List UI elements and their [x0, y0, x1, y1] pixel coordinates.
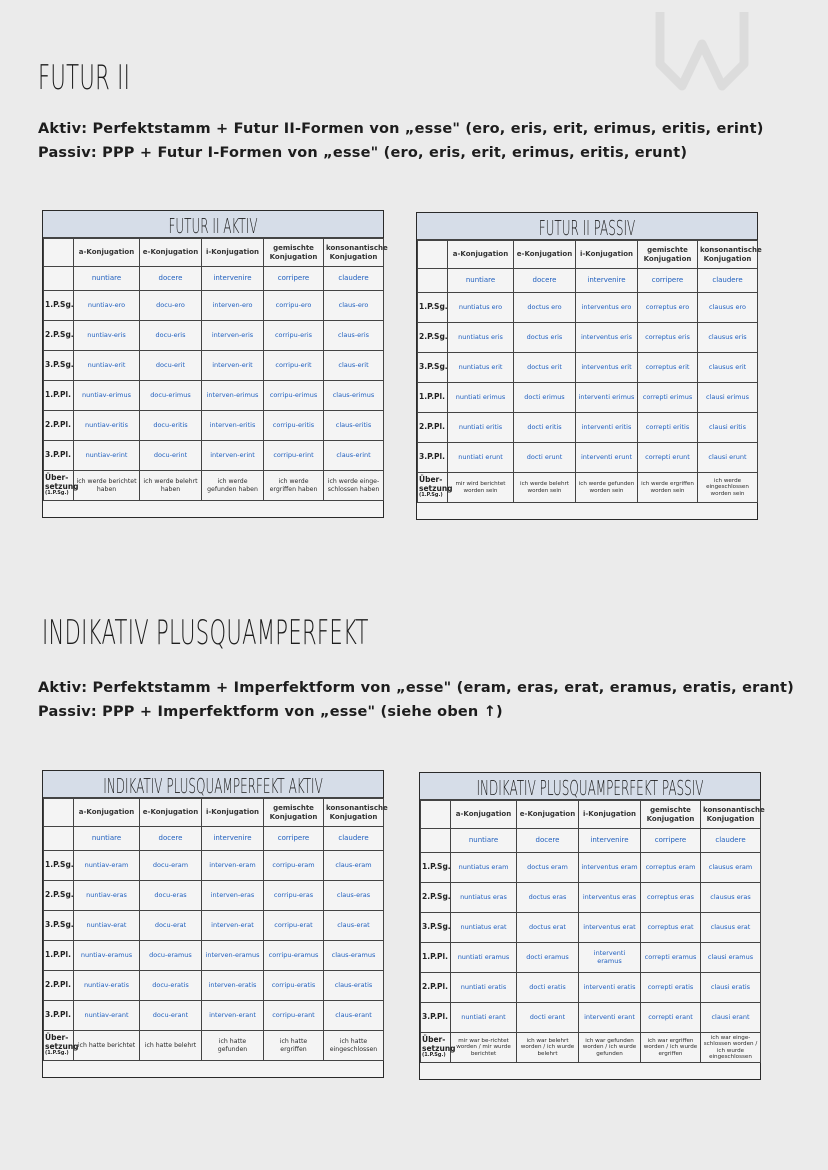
table-row	[421, 943, 761, 973]
column-header: a-Konjugation	[74, 239, 140, 267]
person-label: 1.P.Pl.	[421, 943, 451, 973]
form-cell: docu-erant	[140, 1001, 202, 1031]
header-row	[418, 241, 758, 269]
infinitive-cell: nuntiare	[74, 267, 140, 291]
person-label: 2.P.Sg.	[44, 881, 74, 911]
form-cell: claus-ero	[324, 291, 384, 321]
form-cell: correpti erimus	[638, 383, 698, 413]
person-label: 3.P.Pl.	[418, 443, 448, 473]
form-cell: correpti erunt	[638, 443, 698, 473]
infinitive-cell: corripere	[638, 269, 698, 293]
form-cell: interven-eratis	[202, 971, 264, 1001]
form-cell: claus-eras	[324, 881, 384, 911]
translation-row	[44, 471, 384, 501]
form-cell: claus-erat	[324, 911, 384, 941]
form-cell: interventus erit	[576, 353, 638, 383]
form-cell: interven-eras	[202, 881, 264, 911]
futur-aktiv-rule: Aktiv: Perfektstamm + Futur II-Formen von „esse" (ero, eris, erit, erimus, eritis, erint)	[38, 121, 764, 137]
table-row	[418, 443, 758, 473]
form-cell: docu-eritis	[140, 411, 202, 441]
table-row	[44, 441, 384, 471]
table-row	[421, 883, 761, 913]
person-label: 3.P.Pl.	[44, 1001, 74, 1031]
corner-cell	[418, 269, 448, 293]
table-row	[44, 941, 384, 971]
form-cell: claus-erant	[324, 1001, 384, 1031]
person-label: 3.P.Sg.	[421, 913, 451, 943]
form-cell: nuntiav-eram	[74, 851, 140, 881]
table-row	[421, 1003, 761, 1033]
translation-cell: ich war ergriffen worden / ich wurde ergriffen	[641, 1033, 701, 1063]
header-row	[44, 799, 384, 827]
form-cell: interven-ero	[202, 291, 264, 321]
form-cell: nuntiati erimus	[448, 383, 514, 413]
column-header: gemischte Konjugation	[641, 801, 701, 829]
translation-row	[421, 1033, 761, 1063]
column-header: gemischte Konjugation	[264, 799, 324, 827]
infinitive-cell: corripere	[264, 827, 324, 851]
form-cell: docti erimus	[514, 383, 576, 413]
person-label: 2.P.Pl.	[421, 973, 451, 1003]
infinitive-cell: docere	[140, 827, 202, 851]
table-row	[44, 911, 384, 941]
table-row	[44, 851, 384, 881]
form-cell: docu-erint	[140, 441, 202, 471]
conjugation-table	[420, 800, 765, 1063]
translation-cell: ich war einge-schlossen worden / ich wurde eingeschlossen	[701, 1033, 761, 1063]
table-row	[44, 881, 384, 911]
corner-cell	[44, 239, 74, 267]
translation-cell: ich hatte eingeschlossen	[324, 1031, 384, 1061]
table-row	[44, 411, 384, 441]
form-cell: corripu-eram	[264, 851, 324, 881]
column-header: a-Konjugation	[74, 799, 140, 827]
form-cell: claus-eramus	[324, 941, 384, 971]
form-cell: clausus eris	[698, 323, 758, 353]
translation-cell: ich werde eingeschlossen worden sein	[698, 473, 758, 503]
form-cell: corripu-ero	[264, 291, 324, 321]
person-label: 2.P.Sg.	[421, 883, 451, 913]
form-cell: doctus erat	[517, 913, 579, 943]
form-cell: interven-eritis	[202, 411, 264, 441]
person-label: 1.P.Pl.	[418, 383, 448, 413]
infinitive-cell: nuntiare	[451, 829, 517, 853]
form-cell: interventi eratis	[579, 973, 641, 1003]
translation-cell: ich war belehrt worden / ich wurde belehrt	[517, 1033, 579, 1063]
person-label: 1.P.Pl.	[44, 381, 74, 411]
form-cell: correptus eris	[638, 323, 698, 353]
form-cell: corripu-erat	[264, 911, 324, 941]
form-cell: claus-eritis	[324, 411, 384, 441]
form-cell: nuntiav-eramus	[74, 941, 140, 971]
conjugation-table	[417, 240, 762, 503]
form-cell: interven-eramus	[202, 941, 264, 971]
person-label: 3.P.Pl.	[44, 441, 74, 471]
table-row	[418, 413, 758, 443]
translation-cell: ich werde belehrt haben	[140, 471, 202, 501]
column-header: konsonantische Konjugation	[324, 239, 384, 267]
table-title-bar	[43, 211, 383, 238]
form-cell: interven-erit	[202, 351, 264, 381]
infinitive-cell: nuntiare	[448, 269, 514, 293]
form-cell: claus-eratis	[324, 971, 384, 1001]
column-header: konsonantische Konjugation	[698, 241, 758, 269]
translation-cell: ich werde einge-schlossen haben	[324, 471, 384, 501]
infinitive-row	[421, 829, 761, 853]
person-label: 1.P.Sg.	[44, 851, 74, 881]
table-row	[44, 321, 384, 351]
table-row	[44, 291, 384, 321]
column-header: a-Konjugation	[451, 801, 517, 829]
form-cell: docti erunt	[514, 443, 576, 473]
futur-passiv-rule: Passiv: PPP + Futur I-Formen von „esse" (ero, eris, erit, erimus, eritis, erunt)	[38, 145, 688, 161]
translation-label-text: Über-setzung	[422, 1035, 456, 1053]
column-header: e-Konjugation	[514, 241, 576, 269]
form-cell: interven-erat	[202, 911, 264, 941]
infinitive-cell: corripere	[264, 267, 324, 291]
form-cell: interven-erint	[202, 441, 264, 471]
form-cell: nuntiatus erat	[451, 913, 517, 943]
infinitive-cell: docere	[517, 829, 579, 853]
translation-cell: ich werde ergriffen haben	[264, 471, 324, 501]
form-cell: nuntiatus eras	[451, 883, 517, 913]
form-cell: correpti erant	[641, 1003, 701, 1033]
form-cell: nuntiav-erant	[74, 1001, 140, 1031]
table-row	[44, 351, 384, 381]
form-cell: nuntiav-erit	[74, 351, 140, 381]
form-cell: docu-erit	[140, 351, 202, 381]
translation-label	[418, 473, 453, 503]
form-cell: doctus eris	[514, 323, 576, 353]
person-label: 2.P.Pl.	[44, 411, 74, 441]
table-row	[418, 323, 758, 353]
person-label: 3.P.Sg.	[418, 353, 448, 383]
form-cell: corripu-eris	[264, 321, 324, 351]
column-header: a-Konjugation	[448, 241, 514, 269]
person-label: 3.P.Pl.	[421, 1003, 451, 1033]
form-cell: nuntiav-ero	[74, 291, 140, 321]
column-header: konsonantische Konjugation	[701, 801, 761, 829]
translation-row	[418, 473, 758, 503]
translation-cell: ich hatte belehrt	[140, 1031, 202, 1061]
form-cell: nuntiav-erat	[74, 911, 140, 941]
form-cell: nuntiatus eram	[451, 853, 517, 883]
translation-label	[44, 1031, 79, 1061]
form-cell: doctus erit	[514, 353, 576, 383]
infinitive-cell: nuntiare	[74, 827, 140, 851]
form-cell: claus-erit	[324, 351, 384, 381]
form-cell: interventus eram	[579, 853, 641, 883]
column-header: konsonantische Konjugation	[324, 799, 384, 827]
column-header: e-Konjugation	[517, 801, 579, 829]
translation-cell: ich werde gefunden haben	[202, 471, 264, 501]
form-cell: corripu-erant	[264, 1001, 324, 1031]
table-row	[421, 913, 761, 943]
infinitive-cell: claudere	[701, 829, 761, 853]
table-title: INDIKATIV PLUSQUAMPERFEKT AKTIV	[103, 774, 323, 798]
table-row	[421, 853, 761, 883]
translation-cell: ich werde gefunden worden sein	[576, 473, 638, 503]
form-cell: interventi erimus	[576, 383, 638, 413]
form-cell: clausus eram	[701, 853, 761, 883]
form-cell: nuntiati eritis	[448, 413, 514, 443]
column-header: i-Konjugation	[576, 241, 638, 269]
translation-cell: ich hatte ergriffen	[264, 1031, 324, 1061]
form-cell: interven-eris	[202, 321, 264, 351]
form-cell: interventi erunt	[576, 443, 638, 473]
column-header: i-Konjugation	[579, 801, 641, 829]
table-futur-aktiv	[42, 210, 388, 518]
infinitive-cell: claudere	[698, 269, 758, 293]
table-title: FUTUR II AKTIV	[168, 214, 258, 238]
column-header: gemischte Konjugation	[264, 239, 324, 267]
plusquam-aktiv-rule: Aktiv: Perfektstamm + Imperfektform von „esse" (eram, eras, erat, eramus, eratis, erant)	[38, 680, 794, 696]
form-cell: claus-eram	[324, 851, 384, 881]
person-label: 2.P.Sg.	[418, 323, 448, 353]
form-cell: docu-eramus	[140, 941, 202, 971]
form-cell: docu-eris	[140, 321, 202, 351]
person-label: 1.P.Sg.	[418, 293, 448, 323]
translation-label	[421, 1033, 456, 1063]
column-header: gemischte Konjugation	[638, 241, 698, 269]
form-cell: interventi eramus	[579, 943, 641, 973]
form-cell: interven-eram	[202, 851, 264, 881]
form-cell: doctus eras	[517, 883, 579, 913]
form-cell: docu-eras	[140, 881, 202, 911]
form-cell: corripu-erimus	[264, 381, 324, 411]
form-cell: correptus ero	[638, 293, 698, 323]
translation-cell: mir wird berichtet worden sein	[448, 473, 514, 503]
infinitive-row	[44, 827, 384, 851]
table-plusquam-aktiv	[42, 770, 388, 1078]
translation-row	[44, 1031, 384, 1061]
form-cell: correptus erit	[638, 353, 698, 383]
table-row	[421, 973, 761, 1003]
form-cell: nuntiav-eris	[74, 321, 140, 351]
infinitive-cell: corripere	[641, 829, 701, 853]
form-cell: correpti eritis	[638, 413, 698, 443]
form-cell: docti eratis	[517, 973, 579, 1003]
form-cell: corripu-eratis	[264, 971, 324, 1001]
infinitive-cell: docere	[514, 269, 576, 293]
form-cell: interventi erant	[579, 1003, 641, 1033]
form-cell: nuntiati eratis	[451, 973, 517, 1003]
form-cell: clausi eritis	[698, 413, 758, 443]
form-cell: claus-erimus	[324, 381, 384, 411]
infinitive-cell: intervenire	[202, 267, 264, 291]
corner-cell	[418, 241, 448, 269]
conjugation-table	[43, 798, 388, 1061]
person-label: 1.P.Sg.	[421, 853, 451, 883]
form-cell: docu-erat	[140, 911, 202, 941]
corner-cell	[44, 827, 74, 851]
form-cell: docu-ero	[140, 291, 202, 321]
header-row	[421, 801, 761, 829]
translation-cell: ich hatte gefunden	[202, 1031, 264, 1061]
translation-label-sub: (1.P.Sg.)	[45, 1050, 69, 1057]
table-title-bar	[417, 213, 757, 240]
translation-label-sub: (1.P.Sg.)	[422, 1052, 446, 1059]
form-cell: nuntiatus eris	[448, 323, 514, 353]
column-header: e-Konjugation	[140, 799, 202, 827]
infinitive-cell: docere	[140, 267, 202, 291]
form-cell: correpti eratis	[641, 973, 701, 1003]
form-cell: correptus eram	[641, 853, 701, 883]
form-cell: nuntiav-eratis	[74, 971, 140, 1001]
table-row	[418, 383, 758, 413]
form-cell: nuntiav-erimus	[74, 381, 140, 411]
form-cell: nuntiati erunt	[448, 443, 514, 473]
person-label: 1.P.Sg.	[44, 291, 74, 321]
plusquam-heading: INDIKATIV PLUSQUAMPERFEKT	[42, 613, 369, 653]
column-header: e-Konjugation	[140, 239, 202, 267]
table-row	[418, 293, 758, 323]
form-cell: correptus eras	[641, 883, 701, 913]
form-cell: doctus eram	[517, 853, 579, 883]
form-cell: nuntiati eramus	[451, 943, 517, 973]
form-cell: docu-eratis	[140, 971, 202, 1001]
form-cell: correptus erat	[641, 913, 701, 943]
table-row	[44, 1001, 384, 1031]
form-cell: interven-erant	[202, 1001, 264, 1031]
table-title: FUTUR II PASSIV	[538, 216, 636, 240]
form-cell: corripu-eritis	[264, 411, 324, 441]
form-cell: doctus ero	[514, 293, 576, 323]
person-label: 2.P.Sg.	[44, 321, 74, 351]
table-title-bar	[43, 771, 383, 798]
table-row	[44, 381, 384, 411]
form-cell: interventus eris	[576, 323, 638, 353]
form-cell: corripu-eras	[264, 881, 324, 911]
infinitive-cell: claudere	[324, 267, 384, 291]
infinitive-cell: intervenire	[576, 269, 638, 293]
person-label: 3.P.Sg.	[44, 911, 74, 941]
translation-cell: ich werde berichtet haben	[74, 471, 140, 501]
form-cell: clausi eratis	[701, 973, 761, 1003]
translation-label-sub: (1.P.Sg.)	[45, 490, 69, 497]
person-label: 3.P.Sg.	[44, 351, 74, 381]
form-cell: nuntiatus ero	[448, 293, 514, 323]
translation-cell: ich war gefunden worden / ich wurde gefunden	[579, 1033, 641, 1063]
form-cell: clausus eras	[701, 883, 761, 913]
corner-cell	[44, 799, 74, 827]
column-header: i-Konjugation	[202, 239, 264, 267]
form-cell: claus-eris	[324, 321, 384, 351]
translation-label-text: Über-setzung	[45, 473, 79, 491]
form-cell: clausi eramus	[701, 943, 761, 973]
table-row	[44, 971, 384, 1001]
form-cell: interventus ero	[576, 293, 638, 323]
table-plusquam-passiv	[419, 772, 765, 1080]
plusquam-passiv-rule: Passiv: PPP + Imperfektform von „esse" (siehe oben ↑)	[38, 704, 503, 720]
translation-cell: ich hatte berichtet	[74, 1031, 140, 1061]
form-cell: docu-erimus	[140, 381, 202, 411]
form-cell: interventus erat	[579, 913, 641, 943]
form-cell: docti eritis	[514, 413, 576, 443]
corner-cell	[421, 829, 451, 853]
form-cell: clausi erunt	[698, 443, 758, 473]
form-cell: clausi erant	[701, 1003, 761, 1033]
person-label: 2.P.Pl.	[418, 413, 448, 443]
infinitive-cell: claudere	[324, 827, 384, 851]
form-cell: interventi eritis	[576, 413, 638, 443]
form-cell: corripu-erit	[264, 351, 324, 381]
futur-heading: FUTUR II	[38, 58, 131, 98]
translation-label-sub: (1.P.Sg.)	[419, 492, 443, 499]
form-cell: clausi erimus	[698, 383, 758, 413]
corner-cell	[44, 267, 74, 291]
form-cell: nuntiati erant	[451, 1003, 517, 1033]
form-cell: docti erant	[517, 1003, 579, 1033]
translation-cell: ich werde ergriffen worden sein	[638, 473, 698, 503]
table-row	[418, 353, 758, 383]
infinitive-row	[44, 267, 384, 291]
form-cell: correpti eramus	[641, 943, 701, 973]
translation-cell: ich werde belehrt worden sein	[514, 473, 576, 503]
form-cell: clausus erit	[698, 353, 758, 383]
table-title-bar	[420, 773, 760, 800]
form-cell: interven-erimus	[202, 381, 264, 411]
form-cell: interventus eras	[579, 883, 641, 913]
translation-label-text: Über-setzung	[45, 1033, 79, 1051]
form-cell: docti eramus	[517, 943, 579, 973]
form-cell: docu-eram	[140, 851, 202, 881]
table-title: INDIKATIV PLUSQUAMPERFEKT PASSIV	[476, 776, 704, 800]
form-cell: claus-erint	[324, 441, 384, 471]
corner-cell	[421, 801, 451, 829]
conjugation-table	[43, 238, 388, 501]
table-futur-passiv	[416, 212, 762, 520]
form-cell: corripu-erint	[264, 441, 324, 471]
form-cell: corripu-eramus	[264, 941, 324, 971]
form-cell: nuntiatus erit	[448, 353, 514, 383]
translation-label-text: Über-setzung	[419, 475, 453, 493]
logo-icon	[652, 4, 752, 90]
form-cell: nuntiav-erint	[74, 441, 140, 471]
form-cell: nuntiav-eras	[74, 881, 140, 911]
form-cell: nuntiav-eritis	[74, 411, 140, 441]
translation-cell: mir war be-richtet worden / mir wurde berichtet	[451, 1033, 517, 1063]
header-row	[44, 239, 384, 267]
infinitive-row	[418, 269, 758, 293]
translation-label	[44, 471, 79, 501]
person-label: 1.P.Pl.	[44, 941, 74, 971]
infinitive-cell: intervenire	[202, 827, 264, 851]
column-header: i-Konjugation	[202, 799, 264, 827]
form-cell: clausus ero	[698, 293, 758, 323]
form-cell: clausus erat	[701, 913, 761, 943]
infinitive-cell: intervenire	[579, 829, 641, 853]
person-label: 2.P.Pl.	[44, 971, 74, 1001]
